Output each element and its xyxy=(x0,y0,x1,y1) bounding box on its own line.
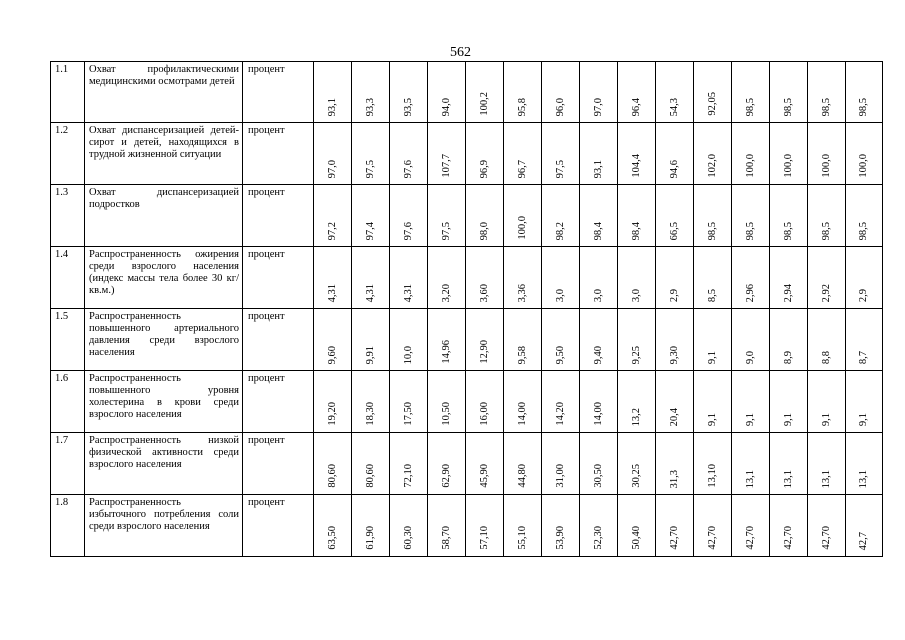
unit-cell: процент xyxy=(243,433,314,495)
unit-cell: процент xyxy=(243,309,314,371)
value-cell xyxy=(428,371,466,433)
value-text: 94,6 xyxy=(668,159,680,178)
value-text: 98,0 xyxy=(478,221,490,240)
table-row xyxy=(51,123,883,185)
value-cell xyxy=(504,495,542,557)
unit-cell: процент xyxy=(243,185,314,247)
value-text: 31,00 xyxy=(554,464,566,488)
value-cell xyxy=(390,309,428,371)
row-number: 1.8 xyxy=(51,495,85,557)
row-number: 1.7 xyxy=(51,433,85,495)
value-text: 3,0 xyxy=(592,288,604,302)
value-cell xyxy=(504,123,542,185)
value-text: 13,1 xyxy=(782,469,794,488)
value-text: 96,0 xyxy=(554,97,566,116)
value-text: 3,0 xyxy=(630,288,642,302)
value-text: 3,0 xyxy=(554,288,566,302)
unit-cell: процент xyxy=(243,247,314,309)
value-cell xyxy=(390,495,428,557)
value-cell xyxy=(770,433,808,495)
value-cell xyxy=(466,123,504,185)
value-cell xyxy=(846,185,883,247)
value-text: 9,50 xyxy=(554,345,566,364)
value-text: 61,90 xyxy=(364,526,376,550)
value-cell xyxy=(846,62,883,123)
value-text: 97,0 xyxy=(326,159,338,178)
value-cell xyxy=(504,433,542,495)
value-cell xyxy=(352,123,390,185)
value-cell xyxy=(580,309,618,371)
value-cell xyxy=(694,247,732,309)
value-text: 98,5 xyxy=(782,221,794,240)
value-text: 30,25 xyxy=(630,464,642,488)
value-text: 100,0 xyxy=(820,154,832,178)
value-cell xyxy=(352,309,390,371)
value-cell xyxy=(580,247,618,309)
value-text: 2,9 xyxy=(858,288,869,302)
value-text: 9,1 xyxy=(782,412,794,426)
value-cell xyxy=(352,433,390,495)
value-text: 13,1 xyxy=(858,469,869,488)
value-cell xyxy=(694,495,732,557)
value-text: 13,1 xyxy=(744,469,756,488)
value-text: 97,5 xyxy=(440,221,452,240)
value-text: 93,1 xyxy=(326,97,338,116)
row-number: 1.5 xyxy=(51,309,85,371)
value-text: 4,31 xyxy=(326,283,338,302)
table-row xyxy=(51,371,883,433)
value-cell xyxy=(618,247,656,309)
value-cell xyxy=(808,62,846,123)
table-row xyxy=(51,185,883,247)
table-row xyxy=(51,309,883,371)
value-text: 45,90 xyxy=(478,464,490,488)
value-cell xyxy=(466,371,504,433)
value-cell xyxy=(542,433,580,495)
value-cell xyxy=(808,247,846,309)
value-cell xyxy=(618,62,656,123)
value-cell xyxy=(770,371,808,433)
value-text: 104,4 xyxy=(630,154,642,178)
row-number: 1.1 xyxy=(51,62,85,123)
value-text: 96,4 xyxy=(630,97,642,116)
value-cell xyxy=(466,433,504,495)
table-row xyxy=(51,433,883,495)
value-cell xyxy=(428,185,466,247)
value-text: 8,5 xyxy=(706,288,718,302)
value-text: 42,70 xyxy=(744,526,756,550)
value-cell xyxy=(732,247,770,309)
value-cell xyxy=(618,309,656,371)
value-text: 3,20 xyxy=(440,283,452,302)
value-text: 93,5 xyxy=(402,97,414,116)
value-text: 62,90 xyxy=(440,464,452,488)
table-row xyxy=(51,247,883,309)
value-text: 63,50 xyxy=(326,526,338,550)
value-cell xyxy=(618,433,656,495)
value-cell xyxy=(580,185,618,247)
value-text: 42,7 xyxy=(858,531,869,550)
value-cell xyxy=(808,433,846,495)
value-cell xyxy=(694,185,732,247)
value-cell xyxy=(846,371,883,433)
value-cell xyxy=(580,62,618,123)
value-text: 66,5 xyxy=(668,221,680,240)
value-text: 2,9 xyxy=(668,288,680,302)
value-cell xyxy=(732,62,770,123)
value-cell xyxy=(466,185,504,247)
indicator-name: Распространенность избыточного потребления соли среди взрослого населения xyxy=(85,495,243,557)
value-cell xyxy=(580,123,618,185)
value-text: 100,2 xyxy=(478,92,490,116)
value-text: 19,20 xyxy=(326,402,338,426)
value-text: 9,1 xyxy=(706,412,718,426)
value-text: 9,1 xyxy=(744,412,756,426)
value-text: 13,10 xyxy=(706,464,718,488)
value-text: 16,00 xyxy=(478,402,490,426)
value-cell xyxy=(390,62,428,123)
value-cell xyxy=(542,371,580,433)
value-cell xyxy=(352,185,390,247)
value-text: 52,30 xyxy=(592,526,604,550)
indicator-name: Распространенность повышенного артериального давления среди взрослого населения xyxy=(85,309,243,371)
value-cell xyxy=(542,185,580,247)
value-text: 97,0 xyxy=(592,97,604,116)
value-text: 9,0 xyxy=(744,350,756,364)
value-cell xyxy=(314,309,352,371)
value-cell xyxy=(694,371,732,433)
value-text: 2,94 xyxy=(782,283,794,302)
table-row xyxy=(51,62,883,123)
value-cell xyxy=(390,371,428,433)
value-cell xyxy=(542,495,580,557)
value-cell xyxy=(846,247,883,309)
value-cell xyxy=(846,433,883,495)
unit-cell: процент xyxy=(243,371,314,433)
value-text: 10,50 xyxy=(440,402,452,426)
value-cell xyxy=(352,247,390,309)
value-cell xyxy=(466,247,504,309)
value-cell xyxy=(656,309,694,371)
value-text: 98,5 xyxy=(744,221,756,240)
value-text: 98,5 xyxy=(858,97,869,116)
value-text: 98,4 xyxy=(630,221,642,240)
value-cell xyxy=(846,495,883,557)
value-text: 57,10 xyxy=(478,526,490,550)
value-cell xyxy=(770,247,808,309)
value-text: 97,5 xyxy=(364,159,376,178)
value-cell xyxy=(618,185,656,247)
value-cell xyxy=(580,495,618,557)
value-cell xyxy=(428,62,466,123)
indicators-table xyxy=(50,61,883,557)
row-number: 1.6 xyxy=(51,371,85,433)
indicator-name: Охват профилактическими медицинскими осмотрами детей xyxy=(85,62,243,123)
value-cell xyxy=(542,123,580,185)
value-text: 2,96 xyxy=(744,283,756,302)
value-cell xyxy=(656,371,694,433)
value-cell xyxy=(694,309,732,371)
value-cell xyxy=(770,185,808,247)
value-cell xyxy=(314,62,352,123)
value-cell xyxy=(732,495,770,557)
value-text: 9,1 xyxy=(858,412,869,426)
value-text: 4,31 xyxy=(364,283,376,302)
value-cell xyxy=(732,309,770,371)
value-cell xyxy=(352,62,390,123)
value-text: 8,9 xyxy=(782,350,794,364)
value-cell xyxy=(732,433,770,495)
value-text: 98,5 xyxy=(744,97,756,116)
value-text: 17,50 xyxy=(402,402,414,426)
value-text: 97,6 xyxy=(402,159,414,178)
value-cell xyxy=(390,123,428,185)
value-cell xyxy=(314,495,352,557)
value-text: 102,0 xyxy=(706,154,718,178)
value-text: 14,00 xyxy=(592,402,604,426)
value-cell xyxy=(314,433,352,495)
value-cell xyxy=(656,185,694,247)
value-cell xyxy=(390,433,428,495)
value-text: 53,90 xyxy=(554,526,566,550)
value-cell xyxy=(504,371,542,433)
value-text: 97,6 xyxy=(402,221,414,240)
row-number: 1.4 xyxy=(51,247,85,309)
value-text: 42,70 xyxy=(820,526,832,550)
value-text: 80,60 xyxy=(326,464,338,488)
value-cell xyxy=(580,371,618,433)
value-cell xyxy=(770,309,808,371)
value-cell xyxy=(314,371,352,433)
value-cell xyxy=(314,123,352,185)
value-text: 13,1 xyxy=(820,469,832,488)
value-text: 98,5 xyxy=(782,97,794,116)
value-text: 9,30 xyxy=(668,345,680,364)
value-cell xyxy=(466,62,504,123)
value-cell xyxy=(694,62,732,123)
value-cell xyxy=(542,309,580,371)
value-text: 10,0 xyxy=(402,345,414,364)
value-text: 50,40 xyxy=(630,526,642,550)
value-text: 93,1 xyxy=(592,159,604,178)
value-cell xyxy=(390,247,428,309)
unit-cell: процент xyxy=(243,495,314,557)
value-text: 60,30 xyxy=(402,526,414,550)
value-cell xyxy=(580,433,618,495)
value-text: 8,8 xyxy=(820,350,832,364)
value-text: 9,58 xyxy=(516,345,528,364)
unit-cell: процент xyxy=(243,62,314,123)
value-cell xyxy=(314,247,352,309)
value-text: 42,70 xyxy=(668,526,680,550)
value-cell xyxy=(352,371,390,433)
value-text: 107,7 xyxy=(440,154,452,178)
value-text: 18,30 xyxy=(364,402,376,426)
indicator-name: Распространенность ожирения среди взрослого населения (индекс массы тела более 30 кг/кв.м.) xyxy=(85,247,243,309)
value-cell xyxy=(732,185,770,247)
value-text: 9,1 xyxy=(706,350,718,364)
indicator-name: Распространенность низкой физической активности среди взрослого населения xyxy=(85,433,243,495)
value-cell xyxy=(390,185,428,247)
value-text: 9,91 xyxy=(364,345,376,364)
value-text: 9,25 xyxy=(630,345,642,364)
value-cell xyxy=(732,123,770,185)
value-cell xyxy=(694,123,732,185)
value-cell xyxy=(694,433,732,495)
value-cell xyxy=(504,309,542,371)
value-text: 31,3 xyxy=(668,469,680,488)
value-text: 97,2 xyxy=(326,221,338,240)
value-cell xyxy=(504,62,542,123)
value-text: 42,70 xyxy=(782,526,794,550)
value-text: 30,50 xyxy=(592,464,604,488)
value-cell xyxy=(542,62,580,123)
value-cell xyxy=(656,433,694,495)
value-cell xyxy=(428,495,466,557)
value-cell xyxy=(656,123,694,185)
value-text: 98,5 xyxy=(858,221,869,240)
value-cell xyxy=(466,309,504,371)
value-cell xyxy=(808,371,846,433)
value-cell xyxy=(808,495,846,557)
value-text: 9,60 xyxy=(326,345,338,364)
value-cell xyxy=(808,123,846,185)
value-text: 95,8 xyxy=(516,97,528,116)
value-cell xyxy=(542,247,580,309)
value-cell xyxy=(504,247,542,309)
value-text: 100,0 xyxy=(858,154,869,178)
unit-cell: процент xyxy=(243,123,314,185)
value-cell xyxy=(618,123,656,185)
value-cell xyxy=(656,62,694,123)
value-text: 3,36 xyxy=(516,283,528,302)
value-cell xyxy=(428,247,466,309)
value-text: 3,60 xyxy=(478,283,490,302)
value-cell xyxy=(314,185,352,247)
value-text: 80,60 xyxy=(364,464,376,488)
value-text: 96,7 xyxy=(516,159,528,178)
value-text: 100,0 xyxy=(516,216,528,240)
value-text: 14,96 xyxy=(440,340,452,364)
value-text: 100,0 xyxy=(744,154,756,178)
value-text: 98,5 xyxy=(820,97,832,116)
value-text: 42,70 xyxy=(706,526,718,550)
value-cell xyxy=(466,495,504,557)
value-cell xyxy=(808,309,846,371)
value-text: 98,2 xyxy=(554,221,566,240)
value-text: 97,4 xyxy=(364,221,376,240)
value-text: 58,70 xyxy=(440,526,452,550)
value-text: 55,10 xyxy=(516,526,528,550)
indicator-name: Охват диспансеризацией детей-сирот и детей, находящихся в трудной жизненной ситуации xyxy=(85,123,243,185)
value-cell xyxy=(504,185,542,247)
value-text: 98,5 xyxy=(820,221,832,240)
table-row xyxy=(51,495,883,557)
value-text: 13,2 xyxy=(630,407,642,426)
value-text: 12,90 xyxy=(478,340,490,364)
value-text: 9,40 xyxy=(592,345,604,364)
value-cell xyxy=(846,123,883,185)
value-text: 94,0 xyxy=(440,97,452,116)
value-cell xyxy=(428,433,466,495)
value-cell xyxy=(656,495,694,557)
value-text: 54,3 xyxy=(668,97,680,116)
row-number: 1.2 xyxy=(51,123,85,185)
value-text: 98,5 xyxy=(706,221,718,240)
value-cell xyxy=(770,62,808,123)
value-text: 44,80 xyxy=(516,464,528,488)
indicator-name: Охват диспансеризацией подростков xyxy=(85,185,243,247)
value-text: 92,05 xyxy=(706,92,718,116)
value-text: 14,00 xyxy=(516,402,528,426)
value-cell xyxy=(732,371,770,433)
page-number: 562 xyxy=(450,45,471,60)
value-text: 14,20 xyxy=(554,402,566,426)
value-text: 8,7 xyxy=(858,350,869,364)
value-text: 93,3 xyxy=(364,97,376,116)
value-cell xyxy=(428,309,466,371)
value-cell xyxy=(846,309,883,371)
value-text: 96,9 xyxy=(478,159,490,178)
value-text: 9,1 xyxy=(820,412,832,426)
value-text: 20,4 xyxy=(668,407,680,426)
value-text: 2,92 xyxy=(820,283,832,302)
indicator-name: Распространенность повышенного уровня холестерина в крови среди взрослого населения xyxy=(85,371,243,433)
value-cell xyxy=(808,185,846,247)
value-text: 4,31 xyxy=(402,283,414,302)
value-cell xyxy=(352,495,390,557)
row-number: 1.3 xyxy=(51,185,85,247)
value-text: 97,5 xyxy=(554,159,566,178)
value-text: 100,0 xyxy=(782,154,794,178)
value-cell xyxy=(618,371,656,433)
value-text: 98,4 xyxy=(592,221,604,240)
value-cell xyxy=(770,495,808,557)
value-cell xyxy=(428,123,466,185)
value-cell xyxy=(618,495,656,557)
value-cell xyxy=(770,123,808,185)
value-cell xyxy=(656,247,694,309)
value-text: 72,10 xyxy=(402,464,414,488)
